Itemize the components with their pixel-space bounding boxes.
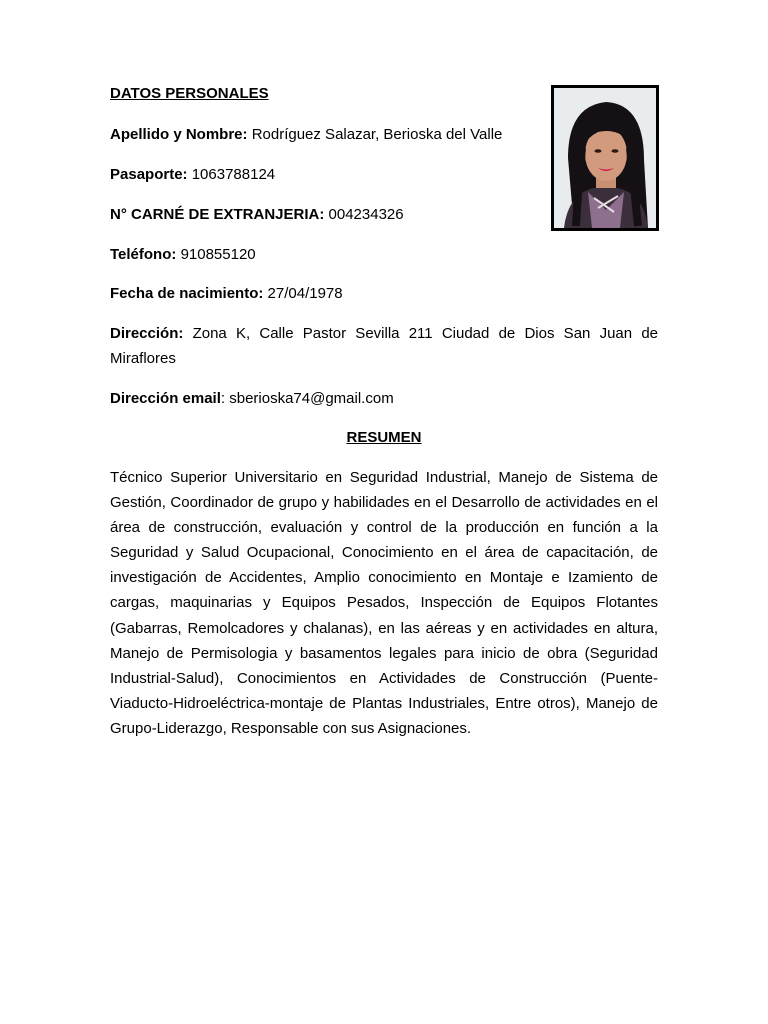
field-value: 910855120 [180, 246, 256, 263]
field-label: Dirección email [110, 390, 221, 407]
field-value: Rodríguez Salazar, Berioska del Valle [251, 126, 503, 143]
field-phone [110, 242, 658, 267]
field-value: 1063788124 [191, 166, 276, 183]
field-label: Dirección: [110, 325, 184, 342]
field-label: Pasaporte: [110, 166, 188, 183]
field-label: N° CARNÉ DE EXTRANJERIA: [110, 206, 325, 223]
field-label: Apellido y Nombre: [110, 126, 248, 143]
field-birth-date [110, 281, 658, 306]
field-value: Zona K, Calle Pastor Sevilla 211 Ciudad de Dios San Juan de Miraflores [110, 325, 659, 367]
field-value: 004234326 [328, 206, 404, 223]
summary-text: Técnico Superior Universitario en Seguridad Industrial, Manejo de Sistema de Gestión, Coordinador de grupo y habilidades en el Desarrollo de actividades en el área de construcción, evaluación y control de la producción en función a la Seguridad y Salud Ocupacional, Conocimiento en el área de capacitación, de investigación de Accidentes, Amplio conocimiento en Montaje e Izamiento de cargas, maquinarias y Equipos Pesados, Inspección de Equipos Flotantes (Gabarras, Remolcadores y chalanas), en las aéreas y en actividades en altura, Manejo de Permisologia y basamentos legales para inicio de obra (Seguridad Industrial-Salud), Conocimientos en Actividades de Construcción (Puente-Viaducto-Hidroeléctrica-montaje de Plantas Industriales, Entre otros), Manejo de Grupo-Liderazgo, Responsable con sus Asignaciones. [110, 469, 658, 737]
summary-heading: RESUMEN [346, 429, 422, 446]
field-value: 27/04/1978 [267, 285, 343, 302]
field-passport [110, 162, 658, 187]
personal-data-heading: DATOS PERSONALES [110, 85, 269, 102]
field-value: : sberioska74@gmail.com [220, 390, 394, 407]
field-address [110, 321, 658, 371]
field-label: Teléfono: [110, 246, 177, 263]
field-foreigner-id [110, 202, 658, 227]
field-full-name [110, 122, 658, 147]
field-label: Fecha de nacimiento: [110, 285, 264, 302]
field-email [110, 386, 658, 411]
